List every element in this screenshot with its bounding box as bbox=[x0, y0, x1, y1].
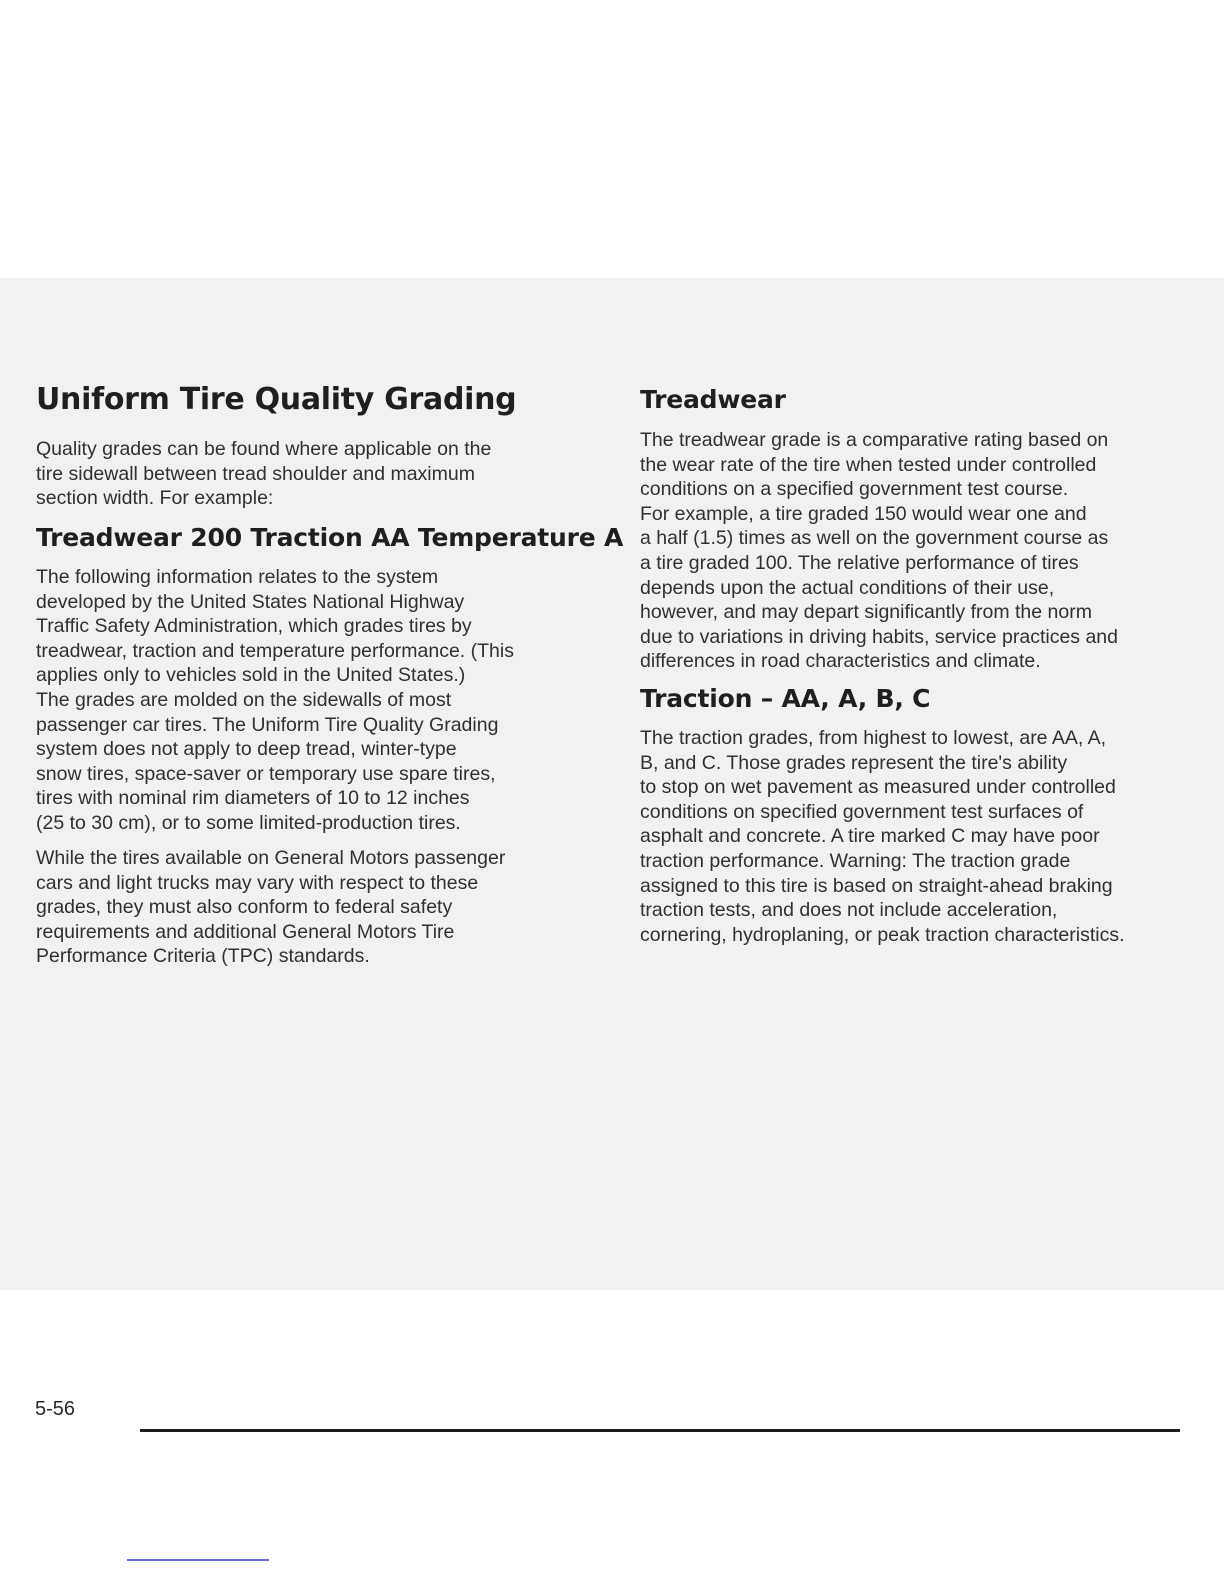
intro-paragraph bbox=[36, 437, 491, 511]
paragraph-line: assigned to this tire is based on straight-ahead braking bbox=[640, 874, 1113, 897]
paragraph-line: applies only to vehicles sold in the United States.) bbox=[36, 664, 466, 687]
paragraph-line: requirements and additional General Motors Tire bbox=[36, 920, 455, 943]
paragraph-line: traction tests, and does not include acceleration, bbox=[640, 899, 1058, 922]
paragraph-line: the wear rate of the tire when tested under controlled bbox=[640, 453, 1097, 476]
paragraph-line: traction performance. Warning: The traction grade bbox=[640, 849, 1071, 872]
paragraph-line: The traction grades, from highest to lowest, are AA, A, bbox=[640, 727, 1107, 749]
intro-line: section width. For example: bbox=[36, 487, 274, 510]
paragraph-line: The following information relates to the system bbox=[36, 566, 439, 588]
link-underline bbox=[127, 1559, 269, 1561]
paragraph-line: passenger car tires. The Uniform Tire Quality Grading bbox=[36, 713, 499, 736]
paragraph-line: conditions on a specified government test course. bbox=[640, 478, 1069, 501]
paragraph-line: The treadwear grade is a comparative rating based on bbox=[640, 429, 1109, 451]
paragraph-line: to stop on wet pavement as measured under controlled bbox=[640, 776, 1116, 799]
paragraph-line: Traffic Safety Administration, which grades tires by bbox=[36, 615, 472, 638]
paragraph-line: differences in road characteristics and climate. bbox=[640, 650, 1041, 673]
paragraph-line: For example, a tire graded 150 would wear one and bbox=[640, 502, 1087, 525]
paragraph-line: grades, they must also conform to federal safety bbox=[36, 896, 453, 919]
paragraph-line: asphalt and concrete. A tire marked C may have poor bbox=[640, 825, 1100, 848]
paragraph-line: snow tires, space-saver or temporary use spare tires, bbox=[36, 762, 496, 785]
paragraph-line: While the tires available on General Motors passenger bbox=[36, 847, 506, 869]
paragraph-line: cars and light trucks may vary with respect to these bbox=[36, 871, 479, 894]
paragraph-line: a tire graded 100. The relative performance of tires bbox=[640, 551, 1079, 574]
manual-page bbox=[0, 278, 1224, 1420]
traction-paragraph bbox=[640, 726, 1125, 947]
treadwear-paragraph bbox=[640, 428, 1118, 674]
paragraph-line: The grades are molded on the sidewalls of most bbox=[36, 688, 452, 711]
footer-divider bbox=[140, 1429, 1180, 1432]
page-number: 5-56 bbox=[35, 1398, 76, 1420]
utqg-system-paragraph bbox=[36, 565, 514, 836]
paragraph-line: Performance Criteria (TPC) standards. bbox=[36, 945, 370, 968]
traction-heading: Traction – AA, A, B, C bbox=[640, 684, 931, 713]
paragraph-line: conditions on specified government test surfaces of bbox=[640, 800, 1084, 823]
paragraph-line: a half (1.5) times as well on the government course as bbox=[640, 527, 1109, 550]
paragraph-line: B, and C. Those grades represent the tire's ability bbox=[640, 751, 1068, 774]
treadwear-heading: Treadwear bbox=[640, 385, 786, 414]
paragraph-line: due to variations in driving habits, service practices and bbox=[640, 625, 1118, 648]
paragraph-line: however, and may depart significantly from the norm bbox=[640, 601, 1092, 624]
paragraph-line: (25 to 30 cm), or to some limited-production tires. bbox=[36, 811, 461, 834]
paragraph-line: depends upon the actual conditions of their use, bbox=[640, 576, 1055, 599]
paragraph-line: developed by the United States National Highway bbox=[36, 590, 465, 613]
gm-conformance-paragraph bbox=[36, 846, 505, 969]
intro-line: Quality grades can be found where applicable on the bbox=[36, 438, 492, 460]
paragraph-line: cornering, hydroplaning, or peak traction characteristics. bbox=[640, 923, 1125, 946]
paragraph-line: tires with nominal rim diameters of 10 to 12 inches bbox=[36, 787, 470, 810]
paragraph-line: treadwear, traction and temperature performance. (This bbox=[36, 639, 514, 662]
intro-line: tire sidewall between tread shoulder and maximum bbox=[36, 462, 475, 485]
paragraph-line: system does not apply to deep tread, winter-type bbox=[36, 738, 457, 761]
section-title: Uniform Tire Quality Grading bbox=[36, 382, 517, 417]
example-grade-heading: Treadwear 200 Traction AA Temperature A bbox=[36, 523, 624, 552]
